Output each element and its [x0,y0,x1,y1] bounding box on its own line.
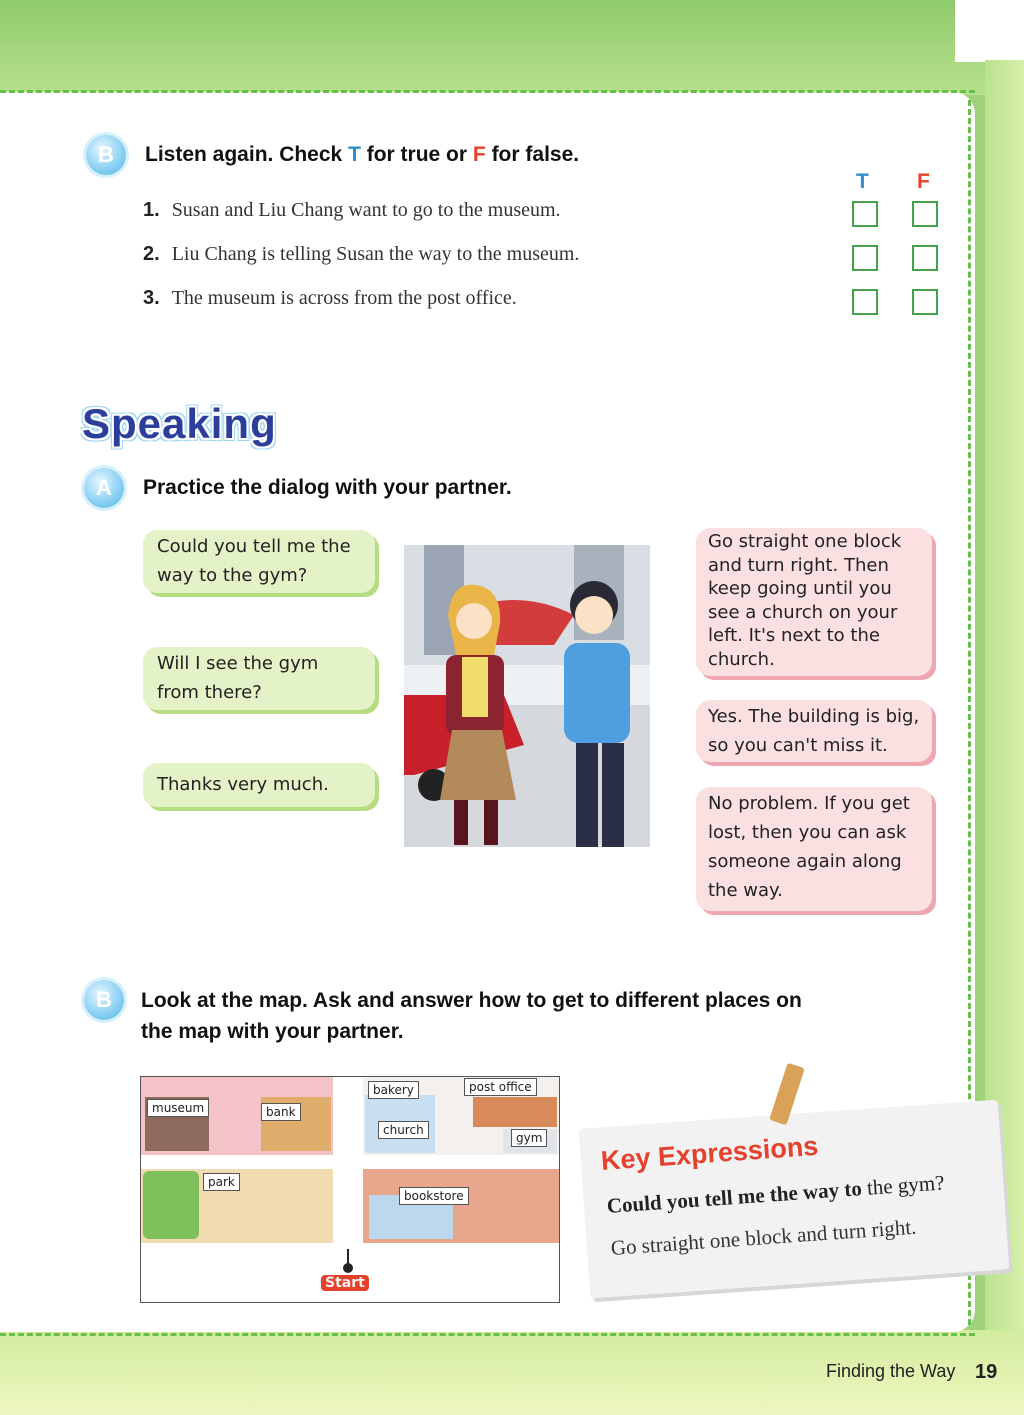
section-b2-badge: B [84,980,124,1020]
question-text: Susan and Liu Chang want to go to the museum. [171,199,561,221]
instr-mid: for true or [360,143,473,166]
speech-bubble-left-3: Thanks very much. [143,763,375,807]
map-label-bookstore: bookstore [399,1187,469,1205]
map-label-museum: museum [147,1099,209,1117]
map-label-church: church [378,1121,429,1139]
checkbox-1-true[interactable] [852,201,878,227]
section-b-badge: B [86,135,126,175]
question-text: The museum is across from the post office. [171,287,517,309]
map-label-start: Start [321,1275,369,1291]
checkbox-1-false[interactable] [912,201,938,227]
section-a-badge: A [84,468,124,508]
question-2 [143,243,579,266]
park-trees [143,1171,199,1239]
dialog-instruction: Practice the dialog with your partner. [143,476,512,499]
map-label-gym: gym [511,1129,547,1147]
key-expression-1-rest: the gym? [860,1170,946,1201]
question-number: 3. [143,287,160,309]
question-number: 1. [143,199,160,221]
map-instruction-line-2: the map with your partner. [141,1020,404,1043]
checkbox-3-false[interactable] [912,289,938,315]
page-number: 19 [975,1361,998,1383]
speech-bubble-right-1: Go straight one block and turn right. Then keep going until you see a church on your left. It's next to the church. [696,528,932,676]
checkbox-2-false[interactable] [912,245,938,271]
block-bookstore [363,1169,559,1243]
true-letter: T [348,143,361,166]
key-expression-1-bold: Could you tell me the way to [606,1176,863,1218]
checkbox-3-true[interactable] [852,289,878,315]
chapter-title: Finding the Way [826,1361,956,1381]
map-instruction-line-1: Look at the map. Ask and answer how to get to different places on [141,989,802,1012]
key-expression-2: Go straight one block and turn right. [610,1214,918,1260]
start-dot [343,1263,353,1273]
dashed-border-bottom [0,1333,975,1336]
map-label-post-office: post office [464,1078,537,1096]
false-letter: F [472,143,486,166]
column-header-false: F [917,170,930,193]
checkbox-2-true[interactable] [852,245,878,271]
corner-blank [955,0,1024,62]
key-expressions-card [578,1090,1018,1290]
speech-bubble-left-2: Will I see the gym from there? [143,647,375,710]
map-label-bank: bank [261,1103,301,1121]
town-map [140,1076,560,1303]
key-expressions-title: Key Expressions [600,1130,820,1176]
dashed-border-top [0,90,975,93]
instr-prefix: Listen again. Check [145,143,349,166]
map-label-bakery: bakery [368,1081,419,1099]
top-green-band [0,0,1024,95]
question-1 [143,199,561,222]
listening-instruction [145,143,579,167]
speaking-title: Speaking [82,400,277,447]
instr-suffix: for false. [485,143,580,166]
dialog-illustration [404,545,650,847]
map-label-park: park [203,1173,240,1191]
question-3 [143,287,517,310]
question-number: 2. [143,243,160,265]
speech-bubble-right-2: Yes. The building is big, so you can't miss it. [696,700,932,762]
question-text: Liu Chang is telling Susan the way to the museum. [171,243,580,265]
speech-bubble-right-3: No problem. If you get lost, then you can ask someone again along the way. [696,787,932,911]
post-office-building [473,1097,557,1127]
column-header-true: T [856,170,869,193]
speech-bubble-left-1: Could you tell me the way to the gym? [143,530,375,593]
